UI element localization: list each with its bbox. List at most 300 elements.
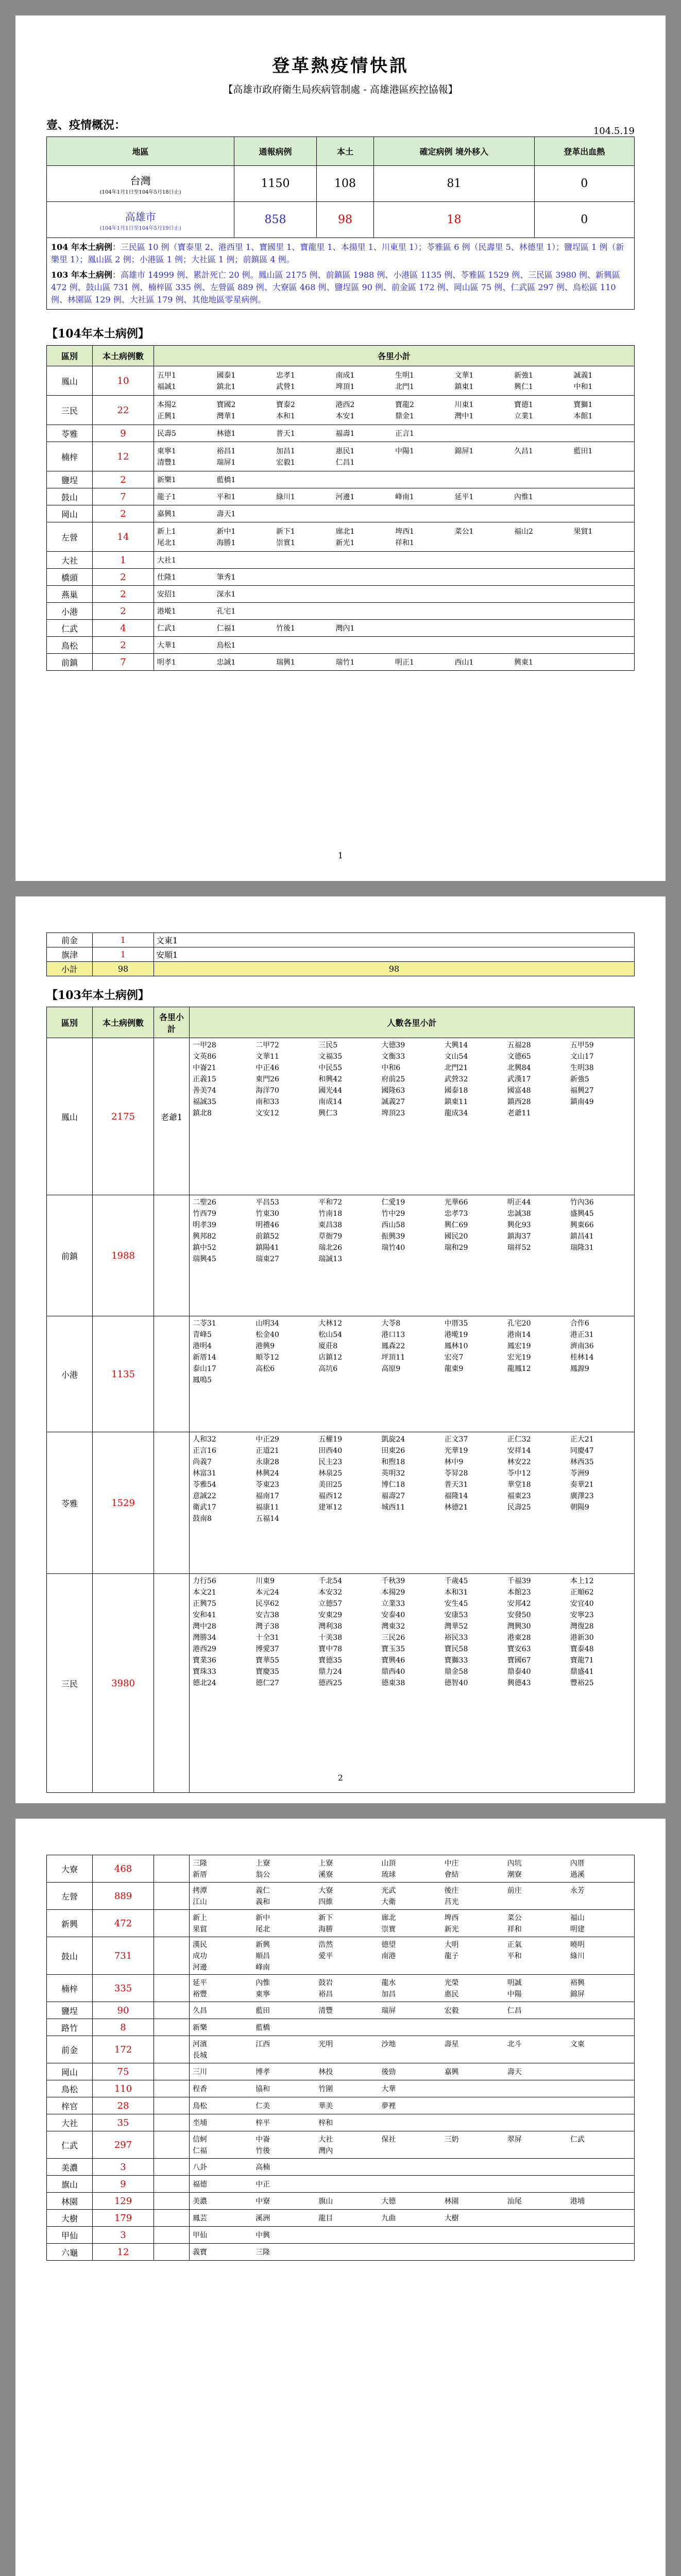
village-cell: 龍子 (444, 1952, 459, 1960)
village-cell: 興化93 (507, 1221, 531, 1229)
village-cell (573, 605, 633, 617)
table-row (47, 603, 635, 620)
village-cell: 竹南18 (318, 1210, 343, 1218)
village-cell: 田東26 (381, 1447, 405, 1455)
village-cell: 旗山 (318, 2197, 333, 2206)
village-cell: 嘉興1 (157, 510, 176, 518)
village-cell: 仕隆1 (157, 573, 176, 582)
village-cell: 鳳林10 (444, 1342, 468, 1350)
village-cell: 深水1 (216, 590, 236, 599)
h103-table-continued (46, 1855, 635, 2261)
village-cell: 福誠1 (157, 383, 176, 391)
village-cell: 博孝 (256, 2068, 270, 2076)
village-cell (513, 554, 573, 566)
district-name: 大寮 (47, 1855, 93, 1883)
village-cell (275, 474, 335, 485)
village-cell: 鎮東11 (444, 1098, 468, 1106)
village-cell: 鳥松 (193, 2102, 207, 2110)
village-cell: 國泰18 (444, 1087, 468, 1095)
district-count: 731 (93, 1937, 154, 1975)
district-name: 橋頭 (47, 569, 93, 586)
village-cell: 海勝1 (216, 539, 236, 547)
village-cell: 安邦42 (507, 1600, 531, 1608)
village-cell: 前鎮52 (256, 1232, 279, 1241)
village-cell (335, 605, 395, 617)
village-cell: 新厝14 (193, 1353, 216, 1362)
village-cell: 民壽25 (507, 1503, 531, 1512)
village-cell: 瑞竹40 (381, 1244, 405, 1252)
village-cell: 仁武 (570, 2136, 585, 2144)
village-cell: 新強1 (514, 371, 533, 380)
village-cell: 明正44 (507, 1198, 531, 1207)
village-cell: 翠屏 (507, 2136, 522, 2144)
village-cell: 夢裡 (381, 2102, 396, 2110)
village-cell: 文福35 (318, 1053, 343, 1061)
table-row (47, 637, 635, 654)
village-cell: 福隆14 (444, 1492, 468, 1500)
village-cell: 鎮北1 (216, 383, 236, 391)
village-cell: 保社 (381, 2136, 396, 2144)
village-list (190, 2063, 635, 2080)
village-cell: 港明4 (193, 1342, 212, 1350)
district-name: 鼓山 (47, 488, 93, 505)
h103-header: 區別 (47, 1007, 93, 1038)
village-cell: 瑞興1 (276, 658, 295, 667)
village-cell: 菜公1 (454, 528, 474, 536)
village-cell: 八卦 (193, 2163, 207, 2172)
village-cell: 壽星 (444, 2040, 459, 2048)
village-cell: 鼎金1 (395, 412, 414, 420)
note-103-text: 高雄市 14999 例、累計死亡 20 例。鳳山區 2175 例、前鎮區 1988 例、小港區 1135 例、苓雅區 1529 例、三民區 3980 例、新興區 472 例、鼓山區 731 例、楠梓區 335 例、左營區 889 例、大寮區 468 例、鹽埕區 90 例、前金區 172 例、岡山區 75 例、仁武區 297 例、鳥松區 110 例、林園區 129 例、大社區 179 例、其他地區零星病例。 (51, 270, 621, 304)
village-cell: 和興42 (318, 1075, 343, 1083)
village-cell: 菜公 (507, 1914, 522, 1922)
village-cell: 三隆 (193, 1859, 207, 1868)
village-cell: 福誠35 (193, 1098, 216, 1106)
village-cell: 廍北 (381, 1914, 396, 1922)
village-cell (573, 537, 633, 548)
village-cell: 南和33 (256, 1098, 279, 1106)
village-cell: 國隆63 (381, 1087, 405, 1095)
table-row (47, 1883, 635, 1910)
village-cell: 二甲72 (256, 1041, 279, 1049)
village-cell: 順昌 (256, 1952, 270, 1960)
village-cell: 義寶 (193, 2248, 207, 2257)
village-cell: 寶獅33 (444, 1656, 468, 1665)
village-cell: 長城 (193, 2052, 207, 2060)
district-count: 3 (93, 2159, 154, 2176)
village-cell: 義和 (256, 1898, 270, 1906)
village-cell: 安祥14 (507, 1447, 531, 1455)
table-row (47, 2002, 635, 2019)
village-cell: 孔宅20 (507, 1319, 531, 1328)
village-cell: 港埔 (570, 2197, 585, 2206)
village-cell: 西山58 (381, 1221, 405, 1229)
village-cell: 北興84 (507, 1064, 531, 1072)
village-cell (394, 554, 454, 566)
village-cell: 港口13 (381, 1331, 405, 1339)
village-cell: 灣子38 (256, 1622, 279, 1631)
village-cell (513, 639, 573, 651)
village-cell: 大華 (381, 2085, 396, 2093)
village-cell: 寶興46 (381, 1656, 405, 1665)
table-row (47, 2159, 635, 2176)
overview-reported: 1150 (234, 166, 316, 202)
district-name: 旗津 (47, 947, 93, 962)
village-cell (275, 639, 335, 651)
village-cell: 建軍12 (318, 1503, 343, 1512)
village-cell: 仁美 (256, 2102, 270, 2110)
village-cell: 福東23 (507, 1492, 531, 1500)
village-list (190, 1937, 635, 1975)
village-list (190, 2210, 635, 2227)
village-cell: 寶國2 (216, 401, 236, 409)
village-cell: 光華66 (444, 1198, 468, 1207)
village-list (190, 1195, 635, 1316)
village-cell: 東門26 (256, 1075, 279, 1083)
village-cell: 三川 (193, 2068, 207, 2076)
village-cell: 苓中12 (507, 1469, 531, 1478)
village-cell: 仁福1 (216, 624, 236, 633)
village-list (190, 2176, 635, 2193)
village-cell: 宏亮7 (444, 1353, 464, 1362)
village-cell: 北斗 (507, 2040, 522, 2048)
village-cell: 中陽1 (395, 447, 414, 455)
village-list (190, 1574, 635, 1793)
village-cell: 大德39 (381, 1041, 405, 1049)
village-cell: 瑞屏1 (216, 459, 236, 467)
village-cell: 寶慶35 (256, 1668, 279, 1676)
village-cell: 安發50 (507, 1611, 531, 1619)
village-cell: 灣利38 (318, 1622, 343, 1631)
district-count: 12 (93, 2244, 154, 2261)
village-cell: 本安32 (318, 1588, 343, 1597)
village-cell (513, 622, 573, 634)
village-cell: 大苓8 (381, 1319, 401, 1328)
village-cell: 曉明 (570, 1941, 585, 1949)
village-cell: 德東38 (381, 1679, 405, 1687)
village-cell: 三民26 (381, 1634, 405, 1642)
h103-header: 各里小計 (154, 1007, 190, 1038)
village-list (190, 1975, 635, 2002)
village-cell: 內厝 (570, 1859, 585, 1868)
village-cell: 河邊1 (335, 493, 355, 501)
village-cell: 忠誠38 (507, 1210, 531, 1218)
village-cell: 奏華21 (570, 1481, 594, 1489)
village-cell: 灣內 (318, 2147, 333, 2155)
village-cell: 寶民58 (444, 1645, 468, 1653)
village-cell: 華美 (318, 2102, 333, 2110)
village-cell: 德望 (381, 1941, 396, 1949)
village-cell: 興德43 (507, 1679, 531, 1687)
village-cell (454, 605, 514, 617)
village-cell: 過溪 (570, 1871, 585, 1879)
village-cell: 安吉38 (256, 1611, 279, 1619)
village-cell: 德仁27 (256, 1679, 279, 1687)
village-cell: 鎮昌41 (570, 1232, 594, 1241)
district-name: 前金 (47, 933, 93, 947)
village-cell: 龍子1 (157, 493, 176, 501)
village-cell: 港東28 (507, 1634, 531, 1642)
village-cell: 濟南36 (570, 1342, 594, 1350)
village-cell: 潮寮 (507, 1871, 522, 1879)
village-cell: 中和6 (381, 1064, 401, 1072)
district-name: 鼓山 (47, 1937, 93, 1975)
village-cell: 本館23 (507, 1588, 531, 1597)
village-cell: 內惟1 (514, 493, 533, 501)
table-row (47, 366, 635, 396)
village-cell: 高楠 (256, 2163, 270, 2172)
village-cell (394, 456, 454, 468)
village-cell: 平昌53 (256, 1198, 279, 1207)
overview-region: 台灣 (104年1月1日至104年5月18日止) (47, 166, 234, 202)
district-name: 前鎮 (47, 654, 93, 671)
village-cell: 國民20 (444, 1232, 468, 1241)
village-cell: 錦屏 (570, 1990, 585, 1998)
district-name: 仁武 (47, 620, 93, 637)
village-cell: 新中1 (216, 528, 236, 536)
district-count: 28 (93, 2097, 154, 2114)
village-cell: 林德1 (216, 430, 236, 438)
overview-header: 地區 (47, 137, 234, 166)
village-cell: 加昌1 (276, 447, 295, 455)
h104-heading: 【104年本土病例】 (46, 327, 149, 341)
village-cell: 竹東30 (256, 1210, 279, 1218)
village-cell: 清豐 (318, 2007, 333, 2015)
village-cell: 明禮46 (256, 1221, 279, 1229)
village-cell: 灣中28 (193, 1622, 216, 1631)
village-cell: 文德65 (507, 1053, 531, 1061)
village-cell: 三民5 (318, 1041, 338, 1049)
village-cell: 平和 (507, 1952, 522, 1960)
district-count: 335 (93, 1975, 154, 2002)
village-cell (454, 474, 514, 485)
village-cell (513, 605, 573, 617)
bulletin-subtitle: 【高雄市政府衛生局疾病管制處 - 高雄港區疾控協報】 (223, 84, 458, 95)
table-row (47, 2080, 635, 2097)
district-count: 1 (93, 933, 154, 947)
village-cell: 溪寮 (318, 1871, 333, 1879)
village-cell: 東寧 (256, 1990, 270, 1998)
village-cell: 龍成34 (444, 1109, 468, 1117)
report-date: 104.5.19 (593, 126, 635, 137)
table-row (47, 2036, 635, 2063)
village-cell: 延平1 (454, 493, 474, 501)
village-cell: 一甲28 (193, 1041, 216, 1049)
village-cell (454, 588, 514, 600)
overview-reported: 858 (234, 202, 316, 238)
village-cell: 龍目 (318, 2214, 333, 2223)
village-cell: 鼎西40 (381, 1668, 405, 1676)
village-cell: 五福28 (507, 1041, 531, 1049)
table-row (47, 522, 635, 552)
village-cell: 新樂 (193, 2024, 207, 2032)
page-2 (15, 896, 666, 1803)
district-sub (154, 1432, 190, 1574)
village-cell: 林泉25 (318, 1469, 343, 1478)
village-cell (454, 456, 514, 468)
village-list (154, 586, 635, 603)
district-name: 鳥松 (47, 2080, 93, 2097)
district-name: 前金 (47, 2036, 93, 2063)
district-name: 前鎮 (47, 1195, 93, 1316)
village-cell: 埤頂1 (335, 383, 355, 391)
subtotal-count: 98 (93, 962, 154, 976)
village-cell: 仁福 (193, 2147, 207, 2155)
village-cell: 林富31 (193, 1469, 216, 1478)
village-cell: 上寮 (256, 1859, 270, 1868)
h104-header: 本土病例數 (93, 346, 154, 366)
village-cell: 文華11 (256, 1053, 279, 1061)
district-count: 4 (93, 620, 154, 637)
village-cell: 竹內36 (570, 1198, 594, 1207)
village-cell: 光武 (381, 1887, 396, 1895)
village-cell: 新厝 (193, 1871, 207, 1879)
village-list (190, 2244, 635, 2261)
village-cell: 廈莊8 (318, 1342, 338, 1350)
village-cell: 草衙79 (318, 1232, 343, 1241)
village-cell: 琉球 (381, 1871, 396, 1879)
village-cell: 廣澤23 (570, 1492, 594, 1500)
village-cell: 延平 (193, 1979, 207, 1987)
village-cell: 本揚2 (157, 401, 176, 409)
village-cell: 衛武17 (193, 1503, 216, 1512)
village-cell: 港墘1 (157, 607, 176, 616)
district-sub (154, 1195, 190, 1316)
district-count: 472 (93, 1910, 154, 1937)
table-row (47, 2097, 635, 2114)
village-cell: 龍水 (381, 1979, 396, 1987)
village-cell: 筆秀1 (216, 573, 236, 582)
village-cell (454, 639, 514, 651)
village-cell: 鎮東1 (454, 383, 474, 391)
village-cell: 正興75 (193, 1600, 216, 1608)
village-cell: 普天31 (444, 1481, 468, 1489)
village-cell: 五福14 (256, 1515, 279, 1523)
district-count: 8 (93, 2019, 154, 2036)
village-cell: 武營1 (276, 383, 295, 391)
table-row (47, 1937, 635, 1975)
district-name: 仁武 (47, 2131, 93, 2159)
village-cell: 文安12 (256, 1109, 279, 1117)
village-cell: 本和31 (444, 1588, 468, 1597)
village-cell: 鼎盛41 (570, 1668, 594, 1676)
village-cell (394, 639, 454, 651)
village-cell (573, 428, 633, 439)
village-cell: 瑞興45 (193, 1255, 216, 1263)
village-cell: 德智40 (444, 1679, 468, 1687)
village-cell: 大寮 (318, 1887, 333, 1895)
village-cell: 力行56 (193, 1577, 216, 1585)
village-cell: 協和 (256, 2085, 270, 2093)
village-cell: 安寧23 (570, 1611, 594, 1619)
village-cell: 尾北 (256, 1925, 270, 1934)
village-list (190, 2159, 635, 2176)
village-cell: 鎮西28 (507, 1098, 531, 1106)
overview-header: 確定病例 境外移入 (374, 137, 534, 166)
village-cell: 興東66 (570, 1221, 594, 1229)
village-cell: 正仁32 (507, 1435, 531, 1444)
village-cell: 明建 (570, 1925, 585, 1934)
village-cell: 林安22 (507, 1458, 531, 1466)
village-cell: 松山54 (318, 1331, 343, 1339)
village-cell: 瑞誠13 (318, 1255, 343, 1263)
village-cell: 林興24 (256, 1469, 279, 1478)
village-cell: 凱旋24 (381, 1435, 405, 1444)
village-cell: 興仁3 (318, 1109, 338, 1117)
village-cell (573, 588, 633, 600)
district-name: 大樹 (47, 2210, 93, 2227)
village-cell (573, 656, 633, 668)
village-cell: 青峰5 (193, 1331, 212, 1339)
district-name: 左營 (47, 522, 93, 552)
h104-header: 各里小計 (154, 346, 635, 366)
village-cell: 誠義1 (573, 371, 593, 380)
village-list (154, 603, 635, 620)
village-cell: 壽天1 (216, 510, 236, 518)
district-count: 75 (93, 2063, 154, 2080)
overview-local: 98 (316, 202, 373, 238)
district-count: 2 (93, 603, 154, 620)
village-cell: 武營32 (444, 1075, 468, 1083)
village-cell: 安康53 (444, 1611, 468, 1619)
village-cell (275, 605, 335, 617)
village-cell: 嘉興 (444, 2068, 459, 2076)
village-cell: 灣興30 (507, 1622, 531, 1631)
village-cell: 鎮海37 (507, 1232, 531, 1241)
village-cell: 果貿1 (573, 528, 593, 536)
village-cell: 宏光19 (507, 1353, 531, 1362)
village-cell: 桂林14 (570, 1353, 594, 1362)
village-cell: 國泰1 (216, 371, 236, 380)
village-cell (513, 474, 573, 485)
village-cell: 福西12 (318, 1492, 343, 1500)
village-cell: 成功 (193, 1952, 207, 1960)
table-row (47, 442, 635, 471)
village-cell: 拷潭 (193, 1887, 207, 1895)
village-cell: 寶獅1 (573, 401, 593, 409)
village-cell: 鼎金58 (444, 1668, 468, 1676)
village-cell: 新強5 (570, 1075, 589, 1083)
village-cell: 正言1 (395, 430, 414, 438)
village-cell: 本元24 (256, 1588, 279, 1597)
village-cell: 文東1 (154, 933, 635, 947)
village-cell (275, 554, 335, 566)
table-row (47, 1855, 635, 1883)
village-list (190, 2131, 635, 2159)
village-cell: 藍田1 (573, 447, 593, 455)
village-list (190, 1910, 635, 1937)
village-cell: 寶德35 (318, 1656, 343, 1665)
village-cell: 孔宅1 (216, 607, 236, 616)
table-row (47, 2131, 635, 2159)
village-cell: 本文21 (193, 1588, 216, 1597)
village-cell: 三隆 (256, 2248, 270, 2257)
village-cell: 坪頂11 (381, 1353, 405, 1362)
village-cell: 明正1 (395, 658, 414, 667)
village-cell: 五甲1 (157, 371, 176, 380)
village-cell: 中陽 (507, 1990, 522, 1998)
district-name: 小港 (47, 1316, 93, 1432)
village-cell: 內坑 (507, 1859, 522, 1868)
village-cell: 前庄 (507, 1887, 522, 1895)
village-cell: 安和41 (193, 1611, 216, 1619)
village-cell: 本和1 (276, 412, 295, 420)
village-cell: 鼓岩 (318, 1979, 333, 1987)
village-cell: 苓東23 (256, 1481, 279, 1489)
district-count: 90 (93, 2002, 154, 2019)
village-cell: 苓昇28 (444, 1469, 468, 1478)
village-cell: 苓雅54 (193, 1481, 216, 1489)
